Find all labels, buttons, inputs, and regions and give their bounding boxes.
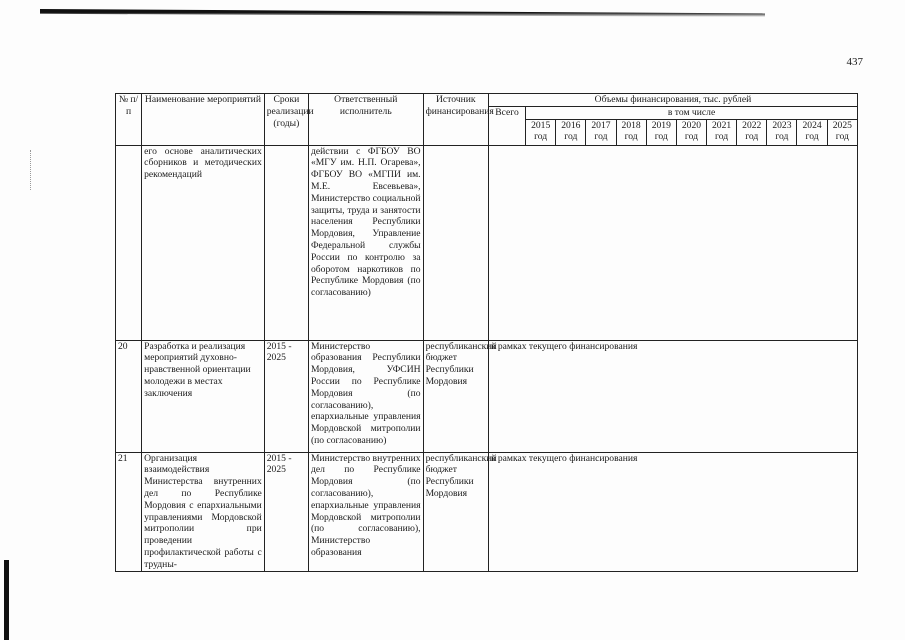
header-year: 2022 год — [737, 119, 767, 145]
row-name: Организация взаимодействия Министерства внутренних дел по Республике Мордовия с епархиальными управлениями Мордовской митрополии при проведении профилактической работы с трудны- — [142, 452, 265, 571]
row-source: республиканский бюджет Республики Мордовия — [423, 452, 488, 571]
header-year: 2017 год — [586, 119, 616, 145]
row-terms — [264, 145, 308, 340]
table-header — [116, 94, 858, 146]
header-year: 2015 год — [526, 119, 556, 145]
row-funding — [488, 145, 857, 340]
row-terms: 2015 - 2025 — [264, 340, 308, 452]
table-row — [116, 145, 858, 340]
scan-shadow-bar — [40, 9, 765, 17]
row-funding: в рамках текущего финансирования — [488, 452, 857, 571]
row-funding: в рамках текущего финансирования — [488, 340, 857, 452]
page-number: 437 — [846, 56, 863, 68]
table-body — [116, 145, 858, 571]
row-name: его основе аналитических сборников и методических рекомендаций — [142, 145, 265, 340]
scan-specks — [30, 150, 33, 190]
row-responsible: действии с ФГБОУ ВО «МГУ им. Н.П. Огарева», ФГБОУ ВО «МГПИ им. М.Е. Евсевьева», Министерство социальной защиты, труда и занятости населения Республики Мордовия, Управление Федеральной службы России по контролю за оборотом наркотиков по Республике Мордовия (по согласованию) — [308, 145, 423, 340]
header-including: в том числе — [526, 106, 858, 119]
row-num — [116, 145, 142, 340]
header-year: 2023 год — [767, 119, 797, 145]
header-num: № п/п — [116, 94, 142, 146]
header-year: 2019 год — [646, 119, 676, 145]
header-source: Источник финансирования — [423, 94, 488, 146]
row-source: республиканский бюджет Республики Мордовия — [423, 340, 488, 452]
header-terms: Сроки реализации (годы) — [264, 94, 308, 146]
funding-plan-table — [115, 93, 858, 572]
row-source — [423, 145, 488, 340]
row-responsible: Министерство образования Республики Мордовия, УФСИН России по Республике Мордовия (по согласованию), епархиальные управления Мордовской митрополии (по согласованию) — [308, 340, 423, 452]
row-num: 21 — [116, 452, 142, 571]
header-year: 2021 год — [707, 119, 737, 145]
row-num: 20 — [116, 340, 142, 452]
table-row — [116, 452, 858, 571]
table-row — [116, 340, 858, 452]
row-name: Разработка и реализация мероприятий духовно-нравственной ориентации молодежи в местах заключения — [142, 340, 265, 452]
header-responsible: Ответственный исполнитель — [308, 94, 423, 146]
row-responsible: Министерство внутренних дел по Республике Мордовия (по согласованию), епархиальные управления Мордовской митрополии (по согласованию), Министерство образования — [308, 452, 423, 571]
header-year: 2018 год — [616, 119, 646, 145]
header-year: 2024 год — [797, 119, 827, 145]
row-terms: 2015 - 2025 — [264, 452, 308, 571]
header-total: Всего — [488, 106, 525, 145]
scan-edge-mark — [4, 560, 9, 640]
header-volume: Объемы финансирования, тыс. рублей — [488, 94, 857, 107]
header-name: Наименование мероприятий — [142, 94, 265, 146]
header-year: 2025 год — [827, 119, 857, 145]
header-year: 2020 год — [676, 119, 706, 145]
header-year: 2016 год — [556, 119, 586, 145]
